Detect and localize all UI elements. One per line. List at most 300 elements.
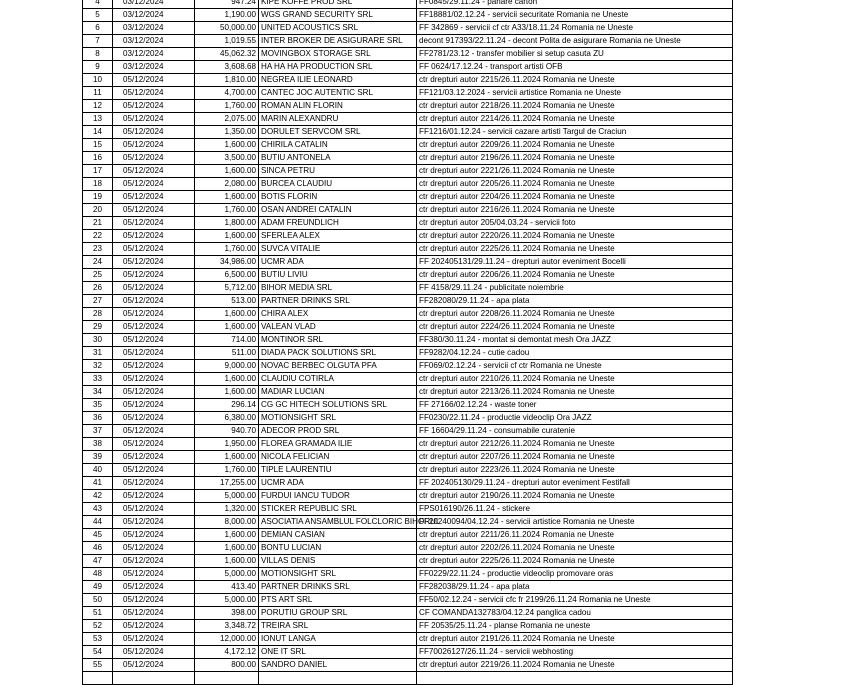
description-cell: ctr drepturi autor 2205/26.11.2024 Romania ne Uneste: [417, 178, 733, 191]
amount-cell: 1,600.00: [195, 230, 259, 243]
beneficiary-cell: DEMIAN CASIAN: [259, 529, 417, 542]
description-cell: FF0845/29.11.24 - panare carton: [417, 0, 733, 9]
amount-cell: 45,062.32: [195, 48, 259, 61]
date-cell: 05/12/2024: [113, 412, 195, 425]
description-cell: FF 202405130/29.11.24 - drepturi autor eveniment Festifall: [417, 477, 733, 490]
beneficiary-cell: KIPE KOFFE PROD SRL: [259, 0, 417, 9]
row-number-cell: 33: [83, 373, 113, 386]
date-cell: 05/12/2024: [113, 217, 195, 230]
beneficiary-cell: CHIRA ALEX: [259, 308, 417, 321]
amount-cell: 413.40: [195, 581, 259, 594]
row-number-cell: 40: [83, 464, 113, 477]
table-row: [83, 282, 733, 295]
table-row: [83, 308, 733, 321]
row-number-cell: 37: [83, 425, 113, 438]
table-row: [83, 191, 733, 204]
description-cell: ctr drepturi autor 2216/26.11.2024 Romania ne Uneste: [417, 204, 733, 217]
row-number-cell: 25: [83, 269, 113, 282]
table-row: [83, 438, 733, 451]
amount-cell: 1,760.00: [195, 100, 259, 113]
date-cell: 03/12/2024: [113, 61, 195, 74]
beneficiary-cell: VALEAN VLAD: [259, 321, 417, 334]
table-row: [83, 113, 733, 126]
row-number-cell: 54: [83, 646, 113, 659]
table-row: [83, 87, 733, 100]
table-row: [83, 126, 733, 139]
description-cell: ctr drepturi autor 2213/26.11.2024 Romania ne Uneste: [417, 386, 733, 399]
table-row: [83, 347, 733, 360]
beneficiary-cell: TIPLE LAURENTIU: [259, 464, 417, 477]
amount-cell: 5,000.00: [195, 568, 259, 581]
table-row: [83, 386, 733, 399]
date-cell: 05/12/2024: [113, 594, 195, 607]
date-cell: 05/12/2024: [113, 503, 195, 516]
beneficiary-cell: PTS ART SRL: [259, 594, 417, 607]
date-cell: 05/12/2024: [113, 568, 195, 581]
date-cell: 05/12/2024: [113, 321, 195, 334]
description-cell: FF18881/02.12.24 - servicii securitate Romania ne Uneste: [417, 9, 733, 22]
beneficiary-cell: [259, 672, 417, 685]
date-cell: 05/12/2024: [113, 139, 195, 152]
beneficiary-cell: OSAN ANDREI CATALIN: [259, 204, 417, 217]
beneficiary-cell: PORUTIU GROUP SRL: [259, 607, 417, 620]
row-number-cell: 28: [83, 308, 113, 321]
date-cell: 05/12/2024: [113, 477, 195, 490]
beneficiary-cell: MOVINGBOX STORAGE SRL: [259, 48, 417, 61]
table-row: [83, 48, 733, 61]
date-cell: 05/12/2024: [113, 152, 195, 165]
table-row: [83, 451, 733, 464]
row-number-cell: 35: [83, 399, 113, 412]
beneficiary-cell: IONUT LANGA: [259, 633, 417, 646]
description-cell: FF 4158/29.11.24 - publicitate noiembrie: [417, 282, 733, 295]
table-row: [83, 568, 733, 581]
description-cell: ctr drepturi autor 205/04.03.24 - servicii foto: [417, 217, 733, 230]
description-cell: FF50/02.12.24 - servicii cfc fr 2199/26.11.24 Romania ne Uneste: [417, 594, 733, 607]
description-cell: FF 27166/02.12.24 - waste toner: [417, 399, 733, 412]
description-cell: ctr drepturi autor 2208/26.11.2024 Romania ne Uneste: [417, 308, 733, 321]
row-number-cell: 7: [83, 35, 113, 48]
description-cell: ctr drepturi autor 2207/26.11.2024 Romania ne Uneste: [417, 451, 733, 464]
row-number-cell: 45: [83, 529, 113, 542]
beneficiary-cell: FLOREA GRAMADA ILIE: [259, 438, 417, 451]
description-cell: ctr drepturi autor 2210/26.11.2024 Romania ne Uneste: [417, 373, 733, 386]
beneficiary-cell: BUTIU LIVIU: [259, 269, 417, 282]
amount-cell: 1,320.00: [195, 503, 259, 516]
row-number-cell: 27: [83, 295, 113, 308]
date-cell: 05/12/2024: [113, 243, 195, 256]
date-cell: 05/12/2024: [113, 451, 195, 464]
date-cell: 03/12/2024: [113, 22, 195, 35]
amount-cell: 1,600.00: [195, 386, 259, 399]
row-number-cell: 47: [83, 555, 113, 568]
beneficiary-cell: INTER BROKER DE ASIGURARE SRL: [259, 35, 417, 48]
table-row: [83, 152, 733, 165]
amount-cell: 511.00: [195, 347, 259, 360]
row-number-cell: 44: [83, 516, 113, 529]
date-cell: 05/12/2024: [113, 87, 195, 100]
amount-cell: 1,019.55: [195, 35, 259, 48]
beneficiary-cell: ROMAN ALIN FLORIN: [259, 100, 417, 113]
table-row: [83, 35, 733, 48]
description-cell: ctr drepturi autor 2220/26.11.2024 Romania ne Uneste: [417, 230, 733, 243]
amount-cell: 6,380.00: [195, 412, 259, 425]
beneficiary-cell: SINCA PETRU: [259, 165, 417, 178]
table-row: [83, 490, 733, 503]
amount-cell: [195, 672, 259, 685]
beneficiary-cell: CANTEC JOC AUTENTIC SRL: [259, 87, 417, 100]
description-cell: ctr drepturi autor 2209/26.11.2024 Romania ne Uneste: [417, 139, 733, 152]
table-row: [83, 594, 733, 607]
description-cell: FF1216/01.12.24 - servicii cazare artisti Targul de Craciun: [417, 126, 733, 139]
description-cell: FF 16604/29.11.24 - consumabile curatenie: [417, 425, 733, 438]
date-cell: 05/12/2024: [113, 295, 195, 308]
description-cell: FF0230/22.11.24 - productie videoclip Ora JAZZ: [417, 412, 733, 425]
amount-cell: 1,600.00: [195, 139, 259, 152]
date-cell: 05/12/2024: [113, 607, 195, 620]
table-row: [83, 633, 733, 646]
amount-cell: 296.14: [195, 399, 259, 412]
row-number-cell: 26: [83, 282, 113, 295]
payments-table: [82, 0, 733, 685]
description-cell: ctr drepturi autor 2202/26.11.2024 Romania ne Uneste: [417, 542, 733, 555]
row-number-cell: 38: [83, 438, 113, 451]
table-row: [83, 165, 733, 178]
table-row: [83, 464, 733, 477]
table-row: [83, 425, 733, 438]
date-cell: 05/12/2024: [113, 256, 195, 269]
row-number-cell: 55: [83, 659, 113, 672]
amount-cell: 6,500.00: [195, 269, 259, 282]
amount-cell: 5,000.00: [195, 594, 259, 607]
beneficiary-cell: DIADA PACK SOLUTIONS SRL: [259, 347, 417, 360]
beneficiary-cell: DORULET SERVCOM SRL: [259, 126, 417, 139]
beneficiary-cell: TREIRA SRL: [259, 620, 417, 633]
row-number-cell: 8: [83, 48, 113, 61]
description-cell: FF0229/22.11.24 - productie videoclip promovare oras: [417, 568, 733, 581]
amount-cell: 1,600.00: [195, 529, 259, 542]
beneficiary-cell: BUTIU ANTONELA: [259, 152, 417, 165]
table-row: [83, 360, 733, 373]
amount-cell: 1,600.00: [195, 373, 259, 386]
table-row: [83, 269, 733, 282]
row-number-cell: 36: [83, 412, 113, 425]
date-cell: 03/12/2024: [113, 35, 195, 48]
date-cell: 05/12/2024: [113, 529, 195, 542]
date-cell: 03/12/2024: [113, 48, 195, 61]
beneficiary-cell: CLAUDIU COTIRLA: [259, 373, 417, 386]
amount-cell: 1,760.00: [195, 464, 259, 477]
amount-cell: 940.70: [195, 425, 259, 438]
table-row: [83, 477, 733, 490]
table-row: [83, 204, 733, 217]
row-number-cell: 24: [83, 256, 113, 269]
beneficiary-cell: ONE IT SRL: [259, 646, 417, 659]
date-cell: 05/12/2024: [113, 386, 195, 399]
date-cell: 05/12/2024: [113, 100, 195, 113]
description-cell: FPS016190/26.11.24 - stickere: [417, 503, 733, 516]
description-cell: FF70026127/26.11.24 - servicii webhosting: [417, 646, 733, 659]
amount-cell: 947.24: [195, 0, 259, 9]
description-cell: ctr drepturi autor 2219/26.11.2024 Romania ne Uneste: [417, 659, 733, 672]
table-row: [83, 659, 733, 672]
amount-cell: 3,500.00: [195, 152, 259, 165]
date-cell: 05/12/2024: [113, 165, 195, 178]
description-cell: ctr drepturi autor 2224/26.11.2024 Romania ne Uneste: [417, 321, 733, 334]
date-cell: 05/12/2024: [113, 464, 195, 477]
amount-cell: 1,950.00: [195, 438, 259, 451]
table-row: [83, 607, 733, 620]
table-row: [83, 100, 733, 113]
date-cell: 05/12/2024: [113, 113, 195, 126]
beneficiary-cell: UNITED ACOUSTICS SRL: [259, 22, 417, 35]
date-cell: 05/12/2024: [113, 230, 195, 243]
beneficiary-cell: CG GC HITECH SOLUTIONS SRL: [259, 399, 417, 412]
table-row: [83, 503, 733, 516]
description-cell: FF121/03.12.2024 - servicii artistice Romania ne Uneste: [417, 87, 733, 100]
row-number-cell: 16: [83, 152, 113, 165]
row-number-cell: 19: [83, 191, 113, 204]
row-number-cell: 23: [83, 243, 113, 256]
row-number-cell: 51: [83, 607, 113, 620]
date-cell: 05/12/2024: [113, 204, 195, 217]
date-cell: 05/12/2024: [113, 308, 195, 321]
date-cell: 05/12/2024: [113, 490, 195, 503]
row-number-cell: 29: [83, 321, 113, 334]
amount-cell: 398.00: [195, 607, 259, 620]
date-cell: 05/12/2024: [113, 334, 195, 347]
date-cell: 03/12/2024: [113, 9, 195, 22]
amount-cell: 1,600.00: [195, 191, 259, 204]
table-row: [83, 74, 733, 87]
beneficiary-cell: HA HA HA PRODUCTION SRL: [259, 61, 417, 74]
amount-cell: 1,600.00: [195, 308, 259, 321]
beneficiary-cell: UCMR ADA: [259, 256, 417, 269]
row-number-cell: 21: [83, 217, 113, 230]
table-row: [83, 321, 733, 334]
table-row: [83, 230, 733, 243]
amount-cell: 1,760.00: [195, 204, 259, 217]
row-number-cell: 42: [83, 490, 113, 503]
description-cell: ctr drepturi autor 2204/26.11.2024 Romania ne Uneste: [417, 191, 733, 204]
row-number-cell: 31: [83, 347, 113, 360]
row-number-cell: 13: [83, 113, 113, 126]
description-cell: [417, 672, 733, 685]
row-number-cell: 5: [83, 9, 113, 22]
beneficiary-cell: MOTIONSIGHT SRL: [259, 412, 417, 425]
date-cell: 05/12/2024: [113, 269, 195, 282]
amount-cell: 9,000.00: [195, 360, 259, 373]
row-number-cell: 10: [83, 74, 113, 87]
beneficiary-cell: BIHOR MEDIA SRL: [259, 282, 417, 295]
row-number-cell: 53: [83, 633, 113, 646]
description-cell: FF 0624/17.12.24 - transport artisti OFB: [417, 61, 733, 74]
beneficiary-cell: SANDRO DANIEL: [259, 659, 417, 672]
beneficiary-cell: MOTIONSIGHT SRL: [259, 568, 417, 581]
description-cell: ctr drepturi autor 2212/26.11.2024 Romania ne Uneste: [417, 438, 733, 451]
amount-cell: 3,608.68: [195, 61, 259, 74]
amount-cell: 50,000.00: [195, 22, 259, 35]
row-number-cell: 50: [83, 594, 113, 607]
amount-cell: 1,190.00: [195, 9, 259, 22]
date-cell: 03/12/2024: [113, 0, 195, 9]
beneficiary-cell: NEGREA ILIE LEONARD: [259, 74, 417, 87]
row-number-cell: 52: [83, 620, 113, 633]
date-cell: 05/12/2024: [113, 282, 195, 295]
row-number-cell: 14: [83, 126, 113, 139]
description-cell: FF069/02.12.24 - servicii cf ctr Romania ne Uneste: [417, 360, 733, 373]
description-cell: FF 20535/25.11.24 - planse Romania ne uneste: [417, 620, 733, 633]
date-cell: 05/12/2024: [113, 178, 195, 191]
amount-cell: 2,080.00: [195, 178, 259, 191]
beneficiary-cell: MARIN ALEXANDRU: [259, 113, 417, 126]
amount-cell: 1,600.00: [195, 321, 259, 334]
amount-cell: 714.00: [195, 334, 259, 347]
table-row: [83, 22, 733, 35]
table-row: [83, 139, 733, 152]
beneficiary-cell: ADAM FREUNDLICH: [259, 217, 417, 230]
table-row: [83, 516, 733, 529]
amount-cell: 1,600.00: [195, 165, 259, 178]
description-cell: FF2781/23.12 - transfer mobilier si setup casuta ZU: [417, 48, 733, 61]
beneficiary-cell: PARTNER DRINKS SRL: [259, 581, 417, 594]
beneficiary-cell: ADECOR PROD SRL: [259, 425, 417, 438]
beneficiary-cell: STICKER REPUBLIC SRL: [259, 503, 417, 516]
beneficiary-cell: MADIAR LUCIAN: [259, 386, 417, 399]
beneficiary-cell: MONTINOR SRL: [259, 334, 417, 347]
description-cell: ctr drepturi autor 2191/26.11.2024 Romania ne Uneste: [417, 633, 733, 646]
date-cell: 05/12/2024: [113, 126, 195, 139]
table-row: [83, 243, 733, 256]
amount-cell: 1,760.00: [195, 243, 259, 256]
description-cell: ctr drepturi autor 2211/26.11.2024 Romania ne Uneste: [417, 529, 733, 542]
row-number-cell: 34: [83, 386, 113, 399]
description-cell: FF282038/29.11.24 - apa plata: [417, 581, 733, 594]
description-cell: FF20240094/04.12.24 - servicii artistice Romania ne Uneste: [417, 516, 733, 529]
row-number-cell: 32: [83, 360, 113, 373]
amount-cell: 4,172.12: [195, 646, 259, 659]
amount-cell: 1,350.00: [195, 126, 259, 139]
description-cell: FF 202405131/29.11.24 - drepturi autor eveniment Bocelli: [417, 256, 733, 269]
description-cell: FF282080/29.11.24 - apa plata: [417, 295, 733, 308]
row-number-cell: 4: [83, 0, 113, 9]
date-cell: 05/12/2024: [113, 555, 195, 568]
beneficiary-cell: BOTIS FLORIN: [259, 191, 417, 204]
description-cell: ctr drepturi autor 2221/26.11.2024 Romania ne Uneste: [417, 165, 733, 178]
table-row: [83, 373, 733, 386]
table-row: [83, 672, 733, 685]
table-row: [83, 646, 733, 659]
table-row: [83, 620, 733, 633]
description-cell: ctr drepturi autor 2196/26.11.2024 Romania ne Uneste: [417, 152, 733, 165]
date-cell: 05/12/2024: [113, 646, 195, 659]
table-row: [83, 334, 733, 347]
description-cell: CF COMANDA132783/04.12.24 panglica cadou: [417, 607, 733, 620]
amount-cell: 17,255.00: [195, 477, 259, 490]
row-number-cell: 43: [83, 503, 113, 516]
amount-cell: 1,600.00: [195, 555, 259, 568]
description-cell: ctr drepturi autor 2206/26.11.2024 Romania ne Uneste: [417, 269, 733, 282]
date-cell: 05/12/2024: [113, 581, 195, 594]
row-number-cell: 17: [83, 165, 113, 178]
description-cell: ctr drepturi autor 2225/26.11.2024 Romania ne Uneste: [417, 243, 733, 256]
table-row: [83, 399, 733, 412]
amount-cell: 8,000.00: [195, 516, 259, 529]
table-row: [83, 295, 733, 308]
description-cell: ctr drepturi autor 2223/26.11.2024 Romania ne Uneste: [417, 464, 733, 477]
beneficiary-cell: NOVAC BERBEC OLGUTA PFA: [259, 360, 417, 373]
date-cell: 05/12/2024: [113, 347, 195, 360]
beneficiary-cell: BONTU LUCIAN: [259, 542, 417, 555]
row-number-cell: 48: [83, 568, 113, 581]
date-cell: [113, 672, 195, 685]
description-cell: FF380/30.11.24 - montat si demontat mesh Ora JAZZ: [417, 334, 733, 347]
description-cell: decont 917393/22.11.24 - decont Polita de asigurare Romania ne Uneste: [417, 35, 733, 48]
payments-table-body: [83, 0, 733, 685]
date-cell: 05/12/2024: [113, 425, 195, 438]
date-cell: 05/12/2024: [113, 633, 195, 646]
description-cell: ctr drepturi autor 2218/26.11.2024 Romania ne Uneste: [417, 100, 733, 113]
table-row: [83, 178, 733, 191]
beneficiary-cell: PARTNER DRINKS SRL: [259, 295, 417, 308]
beneficiary-cell: BURCEA CLAUDIU: [259, 178, 417, 191]
beneficiary-cell: SUVCA VITALIE: [259, 243, 417, 256]
date-cell: 05/12/2024: [113, 659, 195, 672]
table-row: [83, 256, 733, 269]
table-row: [83, 217, 733, 230]
row-number-cell: 18: [83, 178, 113, 191]
description-cell: ctr drepturi autor 2215/26.11.2024 Romania ne Uneste: [417, 74, 733, 87]
amount-cell: 34,986.00: [195, 256, 259, 269]
table-row: [83, 9, 733, 22]
amount-cell: 1,810.00: [195, 74, 259, 87]
row-number-cell: 22: [83, 230, 113, 243]
row-number-cell: 41: [83, 477, 113, 490]
description-cell: ctr drepturi autor 2190/26.11.2024 Romania ne Uneste: [417, 490, 733, 503]
table-row: [83, 529, 733, 542]
row-number-cell: 46: [83, 542, 113, 555]
date-cell: 05/12/2024: [113, 438, 195, 451]
amount-cell: 5,000.00: [195, 490, 259, 503]
row-number-cell: 39: [83, 451, 113, 464]
date-cell: 05/12/2024: [113, 191, 195, 204]
amount-cell: 4,700.00: [195, 87, 259, 100]
amount-cell: 1,600.00: [195, 542, 259, 555]
beneficiary-cell: CHIRILA CATALIN: [259, 139, 417, 152]
row-number-cell: 6: [83, 22, 113, 35]
amount-cell: 513.00: [195, 295, 259, 308]
row-number-cell: 15: [83, 139, 113, 152]
amount-cell: 2,075.00: [195, 113, 259, 126]
amount-cell: 1,800.00: [195, 217, 259, 230]
beneficiary-cell: SFERLEA ALEX: [259, 230, 417, 243]
table-row: [83, 542, 733, 555]
table-row: [83, 581, 733, 594]
row-number-cell: 12: [83, 100, 113, 113]
amount-cell: 12,000.00: [195, 633, 259, 646]
table-row: [83, 61, 733, 74]
row-number-cell: 49: [83, 581, 113, 594]
date-cell: 05/12/2024: [113, 360, 195, 373]
date-cell: 05/12/2024: [113, 399, 195, 412]
row-number-cell: 11: [83, 87, 113, 100]
row-number-cell: 30: [83, 334, 113, 347]
beneficiary-cell: VILLAS DENIS: [259, 555, 417, 568]
table-row: [83, 555, 733, 568]
row-number-cell: [83, 672, 113, 685]
date-cell: 05/12/2024: [113, 620, 195, 633]
description-cell: ctr drepturi autor 2225/26.11.2024 Romania ne Uneste: [417, 555, 733, 568]
